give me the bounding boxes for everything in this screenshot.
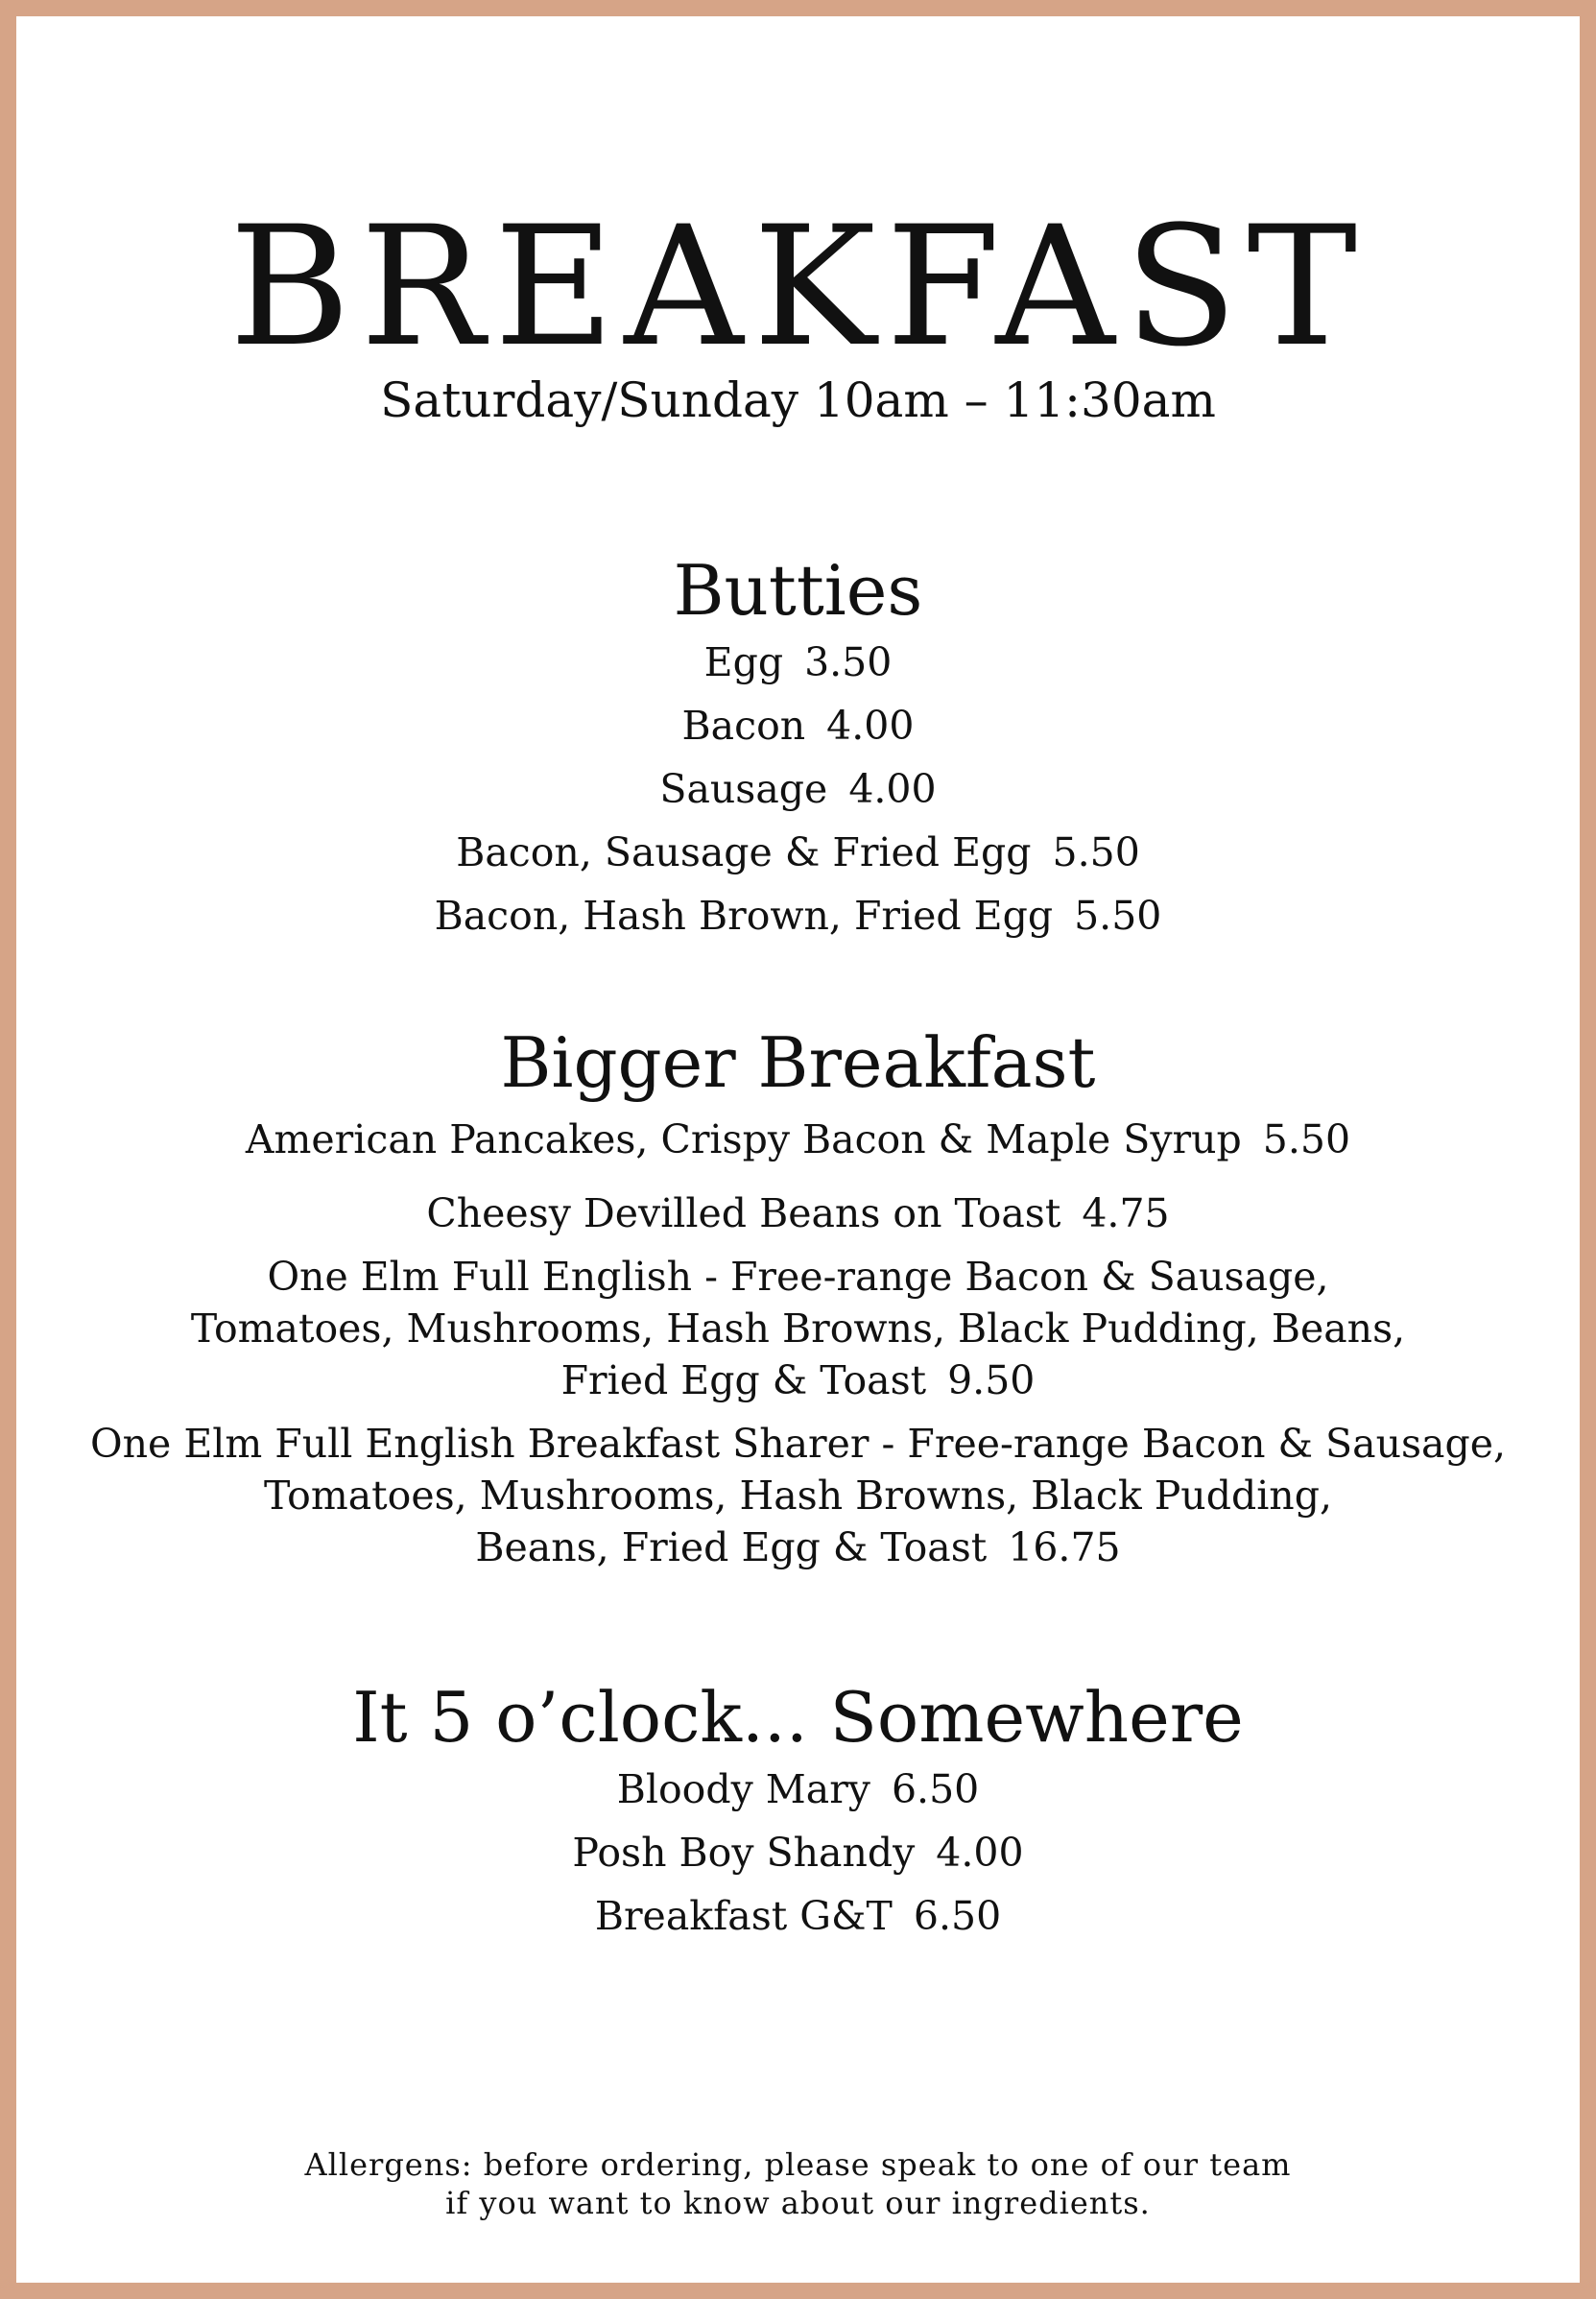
item-price: 5.50 bbox=[1262, 1116, 1351, 1162]
menu-item bbox=[16, 1176, 1580, 1251]
section-heading: It 5 o’clock... Somewhere bbox=[352, 1677, 1244, 1758]
item-price: 9.50 bbox=[947, 1357, 1036, 1403]
item-price: 5.50 bbox=[1074, 893, 1162, 939]
item-name: Posh Boy Shandy bbox=[572, 1830, 916, 1876]
menu-item bbox=[16, 884, 1580, 947]
item-price: 4.75 bbox=[1082, 1190, 1170, 1236]
menu-item bbox=[16, 1103, 1580, 1176]
item-name: American Pancakes, Crispy Bacon & Maple Syrup bbox=[245, 1116, 1242, 1162]
menu-item bbox=[16, 821, 1580, 884]
service-hours: Saturday/Sunday 10am – 11:30am bbox=[380, 372, 1216, 428]
menu-item bbox=[16, 1758, 1580, 1821]
menu-item bbox=[16, 1418, 1580, 1573]
menu-title: BREAKFAST bbox=[228, 190, 1368, 383]
item-name: Bloody Mary bbox=[616, 1766, 870, 1812]
allergen-line: Allergens: before ordering, please speak to one of our team bbox=[304, 2146, 1292, 2183]
item-name: Egg bbox=[703, 639, 784, 685]
item-name: Breakfast G&T bbox=[594, 1893, 893, 1939]
menu-item bbox=[16, 1251, 1580, 1406]
item-name: Bacon, Sausage & Fried Egg bbox=[456, 829, 1032, 875]
item-name: Sausage bbox=[659, 766, 828, 812]
item-name: Cheesy Devilled Beans on Toast bbox=[426, 1190, 1061, 1236]
item-price: 6.50 bbox=[913, 1893, 1002, 1939]
item-name: One Elm Full English Breakfast Sharer - Free-range Bacon & Sausage, Tomatoes, Mushrooms, Hash Browns, Black Pudding, Beans, Fried Egg & Toast bbox=[90, 1421, 1506, 1570]
item-price: 4.00 bbox=[848, 766, 937, 812]
item-price: 4.00 bbox=[826, 703, 915, 749]
item-name: Bacon, Hash Brown, Fried Egg bbox=[434, 893, 1054, 939]
menu-item bbox=[16, 757, 1580, 821]
section-butties bbox=[16, 550, 1580, 947]
item-name: One Elm Full English - Free-range Bacon & Sausage, Tomatoes, Mushrooms, Hash Browns, Black Pudding, Beans, Fried Egg & Toast bbox=[190, 1254, 1406, 1403]
section-drinks bbox=[16, 1677, 1580, 1948]
menu-item bbox=[16, 694, 1580, 757]
item-price: 6.50 bbox=[891, 1766, 980, 1812]
menu-item bbox=[16, 631, 1580, 694]
item-price: 3.50 bbox=[804, 639, 893, 685]
allergen-notice bbox=[16, 2145, 1580, 2222]
allergen-line: if you want to know about our ingredients. bbox=[445, 2185, 1151, 2221]
section-heading: Bigger Breakfast bbox=[500, 1022, 1096, 1103]
item-price: 4.00 bbox=[936, 1830, 1024, 1876]
item-name: Bacon bbox=[681, 703, 806, 749]
menu-item bbox=[16, 1821, 1580, 1884]
menu-item bbox=[16, 1884, 1580, 1948]
section-heading: Butties bbox=[673, 550, 923, 631]
section-bigger-breakfast bbox=[16, 1022, 1580, 1585]
item-price: 5.50 bbox=[1052, 829, 1140, 875]
item-price: 16.75 bbox=[1008, 1524, 1121, 1570]
